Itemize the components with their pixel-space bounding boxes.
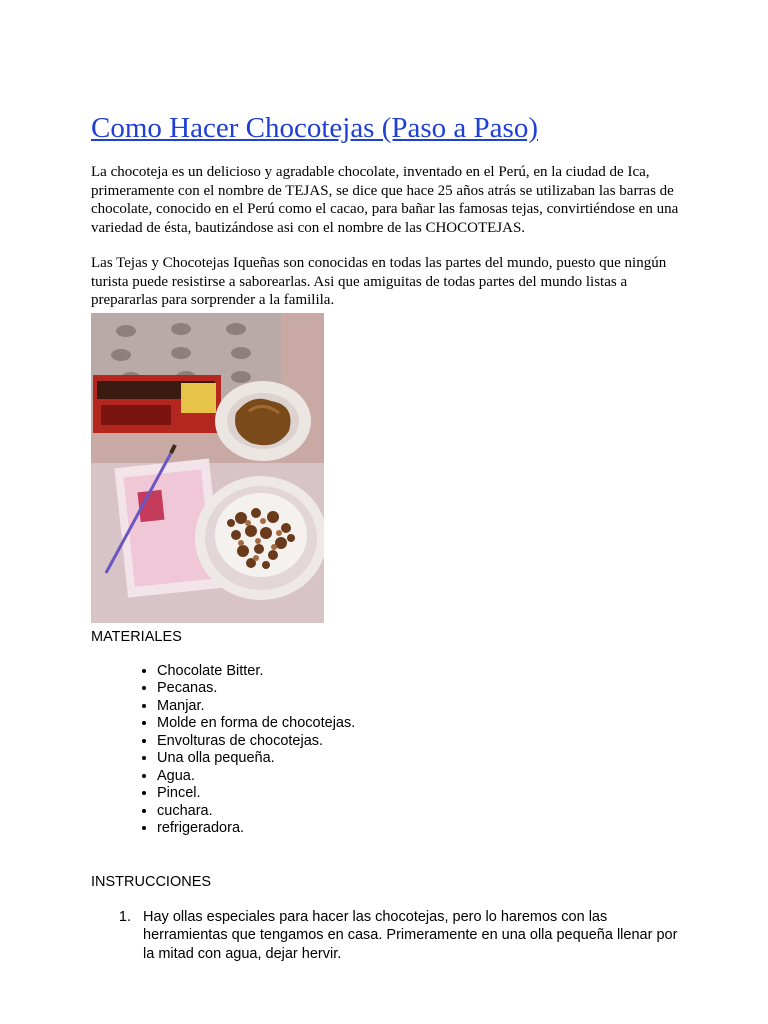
ingredients-photo [91,313,324,623]
list-item: • Chocolate Bitter. [157,663,681,681]
second-paragraph: Las Tejas y Chocotejas Iqueñas son conocidas en todas las partes del mundo, puesto que ningún turista puede resistirse a saborearlas. Asi que amiguitas de todas partes del mundo listas a prepararlas para sorprender a la famililа. [91,255,667,308]
instructions-list [91,908,681,964]
list-item: • refrigeradora. [157,820,681,838]
list-item: 1. Hay ollas especiales para hacer las chocotejas, pero lo haremos con las herramientas que tengamos en casa. Primeramente en una olla pequeña llenar por la mitad con agua, dejar hervir. [135,908,681,964]
materials-list [91,663,681,838]
instructions-heading: INSTRUCCIONES [91,873,212,890]
intro-paragraph: La chocoteja es un delicioso y agradable chocolate, inventado en el Perú, en la ciudad de Ica, primeramente con el nombre de TEJAS, se dice que hace 25 años atrás se utilizaban las barras de chocolate, conocido en el Perú como el cacao, para bañar las famosas tejas, convirtiéndose en una variedad de ésta, bautizándose asi con el nombre de las CHOCOTEJAS. [91,164,679,236]
materials-heading: MATERIALES [91,628,182,645]
list-item: • Una olla pequeña. [157,750,681,768]
list-item: • Molde en forma de chocotejas. [157,715,681,733]
list-item: • Manjar. [157,698,681,716]
title-link[interactable]: Como Hacer Chocotejas (Paso a Paso) [91,112,538,144]
list-item: • cuchara. [157,803,681,821]
list-item: • Agua. [157,768,681,786]
page-title[interactable] [91,110,681,146]
list-item: • Envolturas de chocotejas. [157,733,681,751]
list-item: • Pecanas. [157,680,681,698]
list-item: • Pincel. [157,785,681,803]
document-page [91,110,681,963]
